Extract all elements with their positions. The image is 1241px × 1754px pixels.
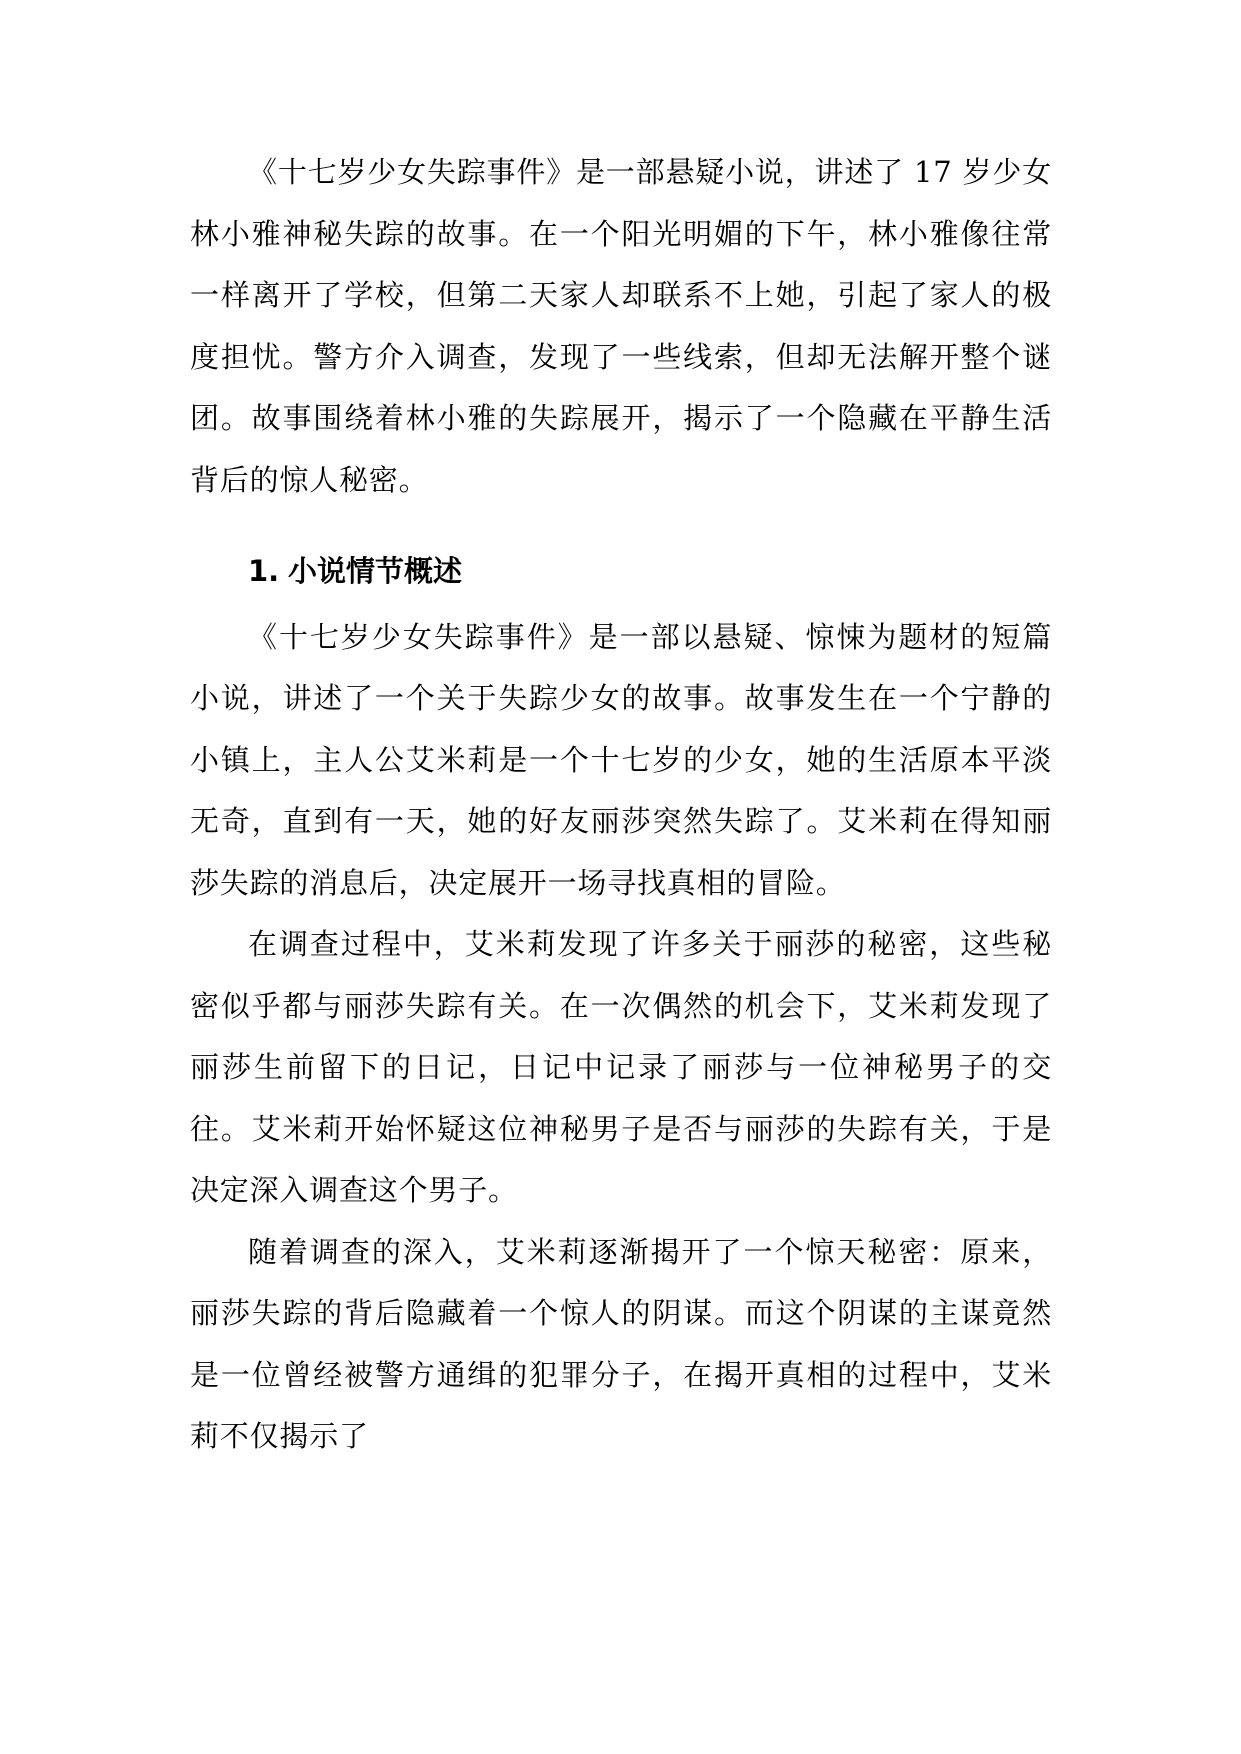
body-paragraph-3: 随着调查的深入，艾米莉逐渐揭开了一个惊天秘密：原来，丽莎失踪的背后隐藏着一个惊人的阴谋。而这个阴谋的主谋竟然是一位曾经被警方通缉的犯罪分子，在揭开真相的过程中，艾米莉不仅揭示了	[190, 1234, 1052, 1453]
section-heading	[190, 541, 1052, 603]
body-paragraph-1: 《十七岁少女失踪事件》是一部以悬疑、惊悚为题材的短篇小说，讲述了一个关于失踪少女的故事。故事发生在一个宁静的小镇上，主人公艾米莉是一个十七岁的少女，她的生活原本平淡无奇，直到有一天，她的好友丽莎突然失踪了。艾米莉在得知丽莎失踪的消息后，决定展开一场寻找真相的冒险。	[190, 619, 1052, 900]
section-title: 小说情节概述	[288, 554, 463, 588]
document-body	[190, 142, 1052, 1468]
intro-paragraph: 《十七岁少女失踪事件》是一部悬疑小说，讲述了 17 岁少女林小雅神秘失踪的故事。在一个阳光明媚的下午，林小雅像往常一样离开了学校，但第二天家人却联系不上她，引起了家人的极度担忧。警方介入调查，发现了一些线索，但却无法解开整个谜团。故事围绕着林小雅的失踪展开，揭示了一个隐藏在平静生活背后的惊人秘密。	[190, 155, 1052, 497]
section-number: 1.	[248, 554, 280, 588]
body-paragraph-2: 在调查过程中，艾米莉发现了许多关于丽莎的秘密，这些秘密似乎都与丽莎失踪有关。在一次偶然的机会下，艾米莉发现了丽莎生前留下的日记，日记中记录了丽莎与一位神秘男子的交往。艾米莉开始怀疑这位神秘男子是否与丽莎的失踪有关，于是决定深入调查这个男子。	[190, 927, 1052, 1207]
